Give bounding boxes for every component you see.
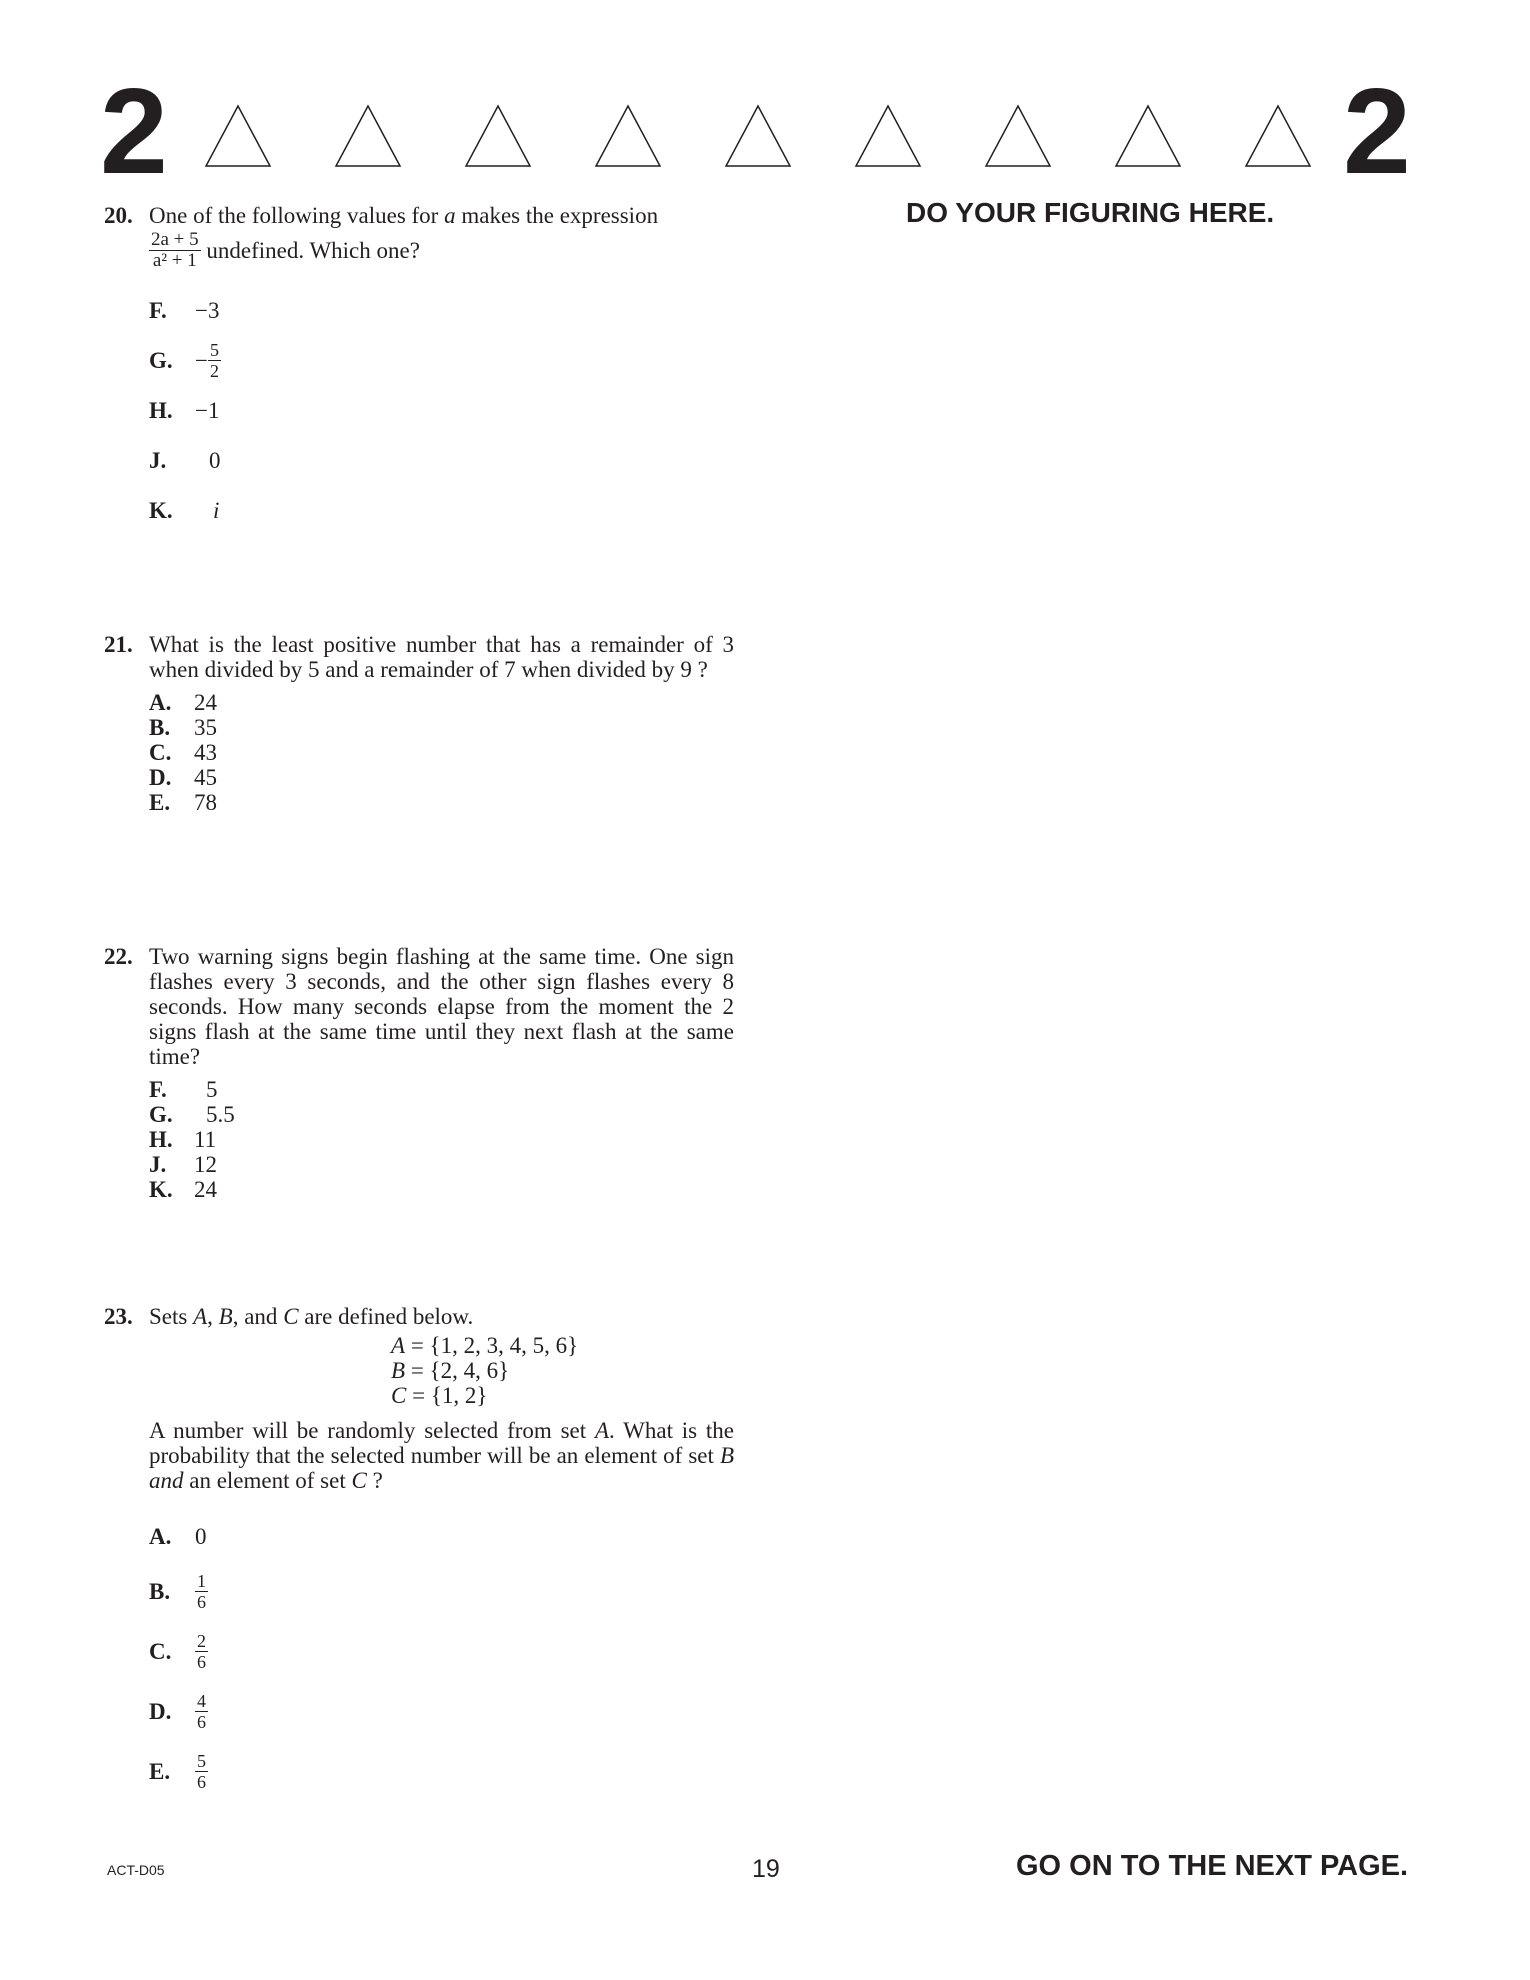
set-elements: = {1, 2, 3, 4, 5, 6}	[405, 1333, 579, 1358]
answer-choices	[149, 1077, 734, 1202]
question-20	[104, 203, 734, 535]
stem-text: One of the following values for	[149, 203, 445, 228]
question-22	[104, 944, 734, 1202]
choice-label: H.	[149, 1127, 173, 1152]
answer-choice[interactable]	[149, 690, 734, 715]
choice-value: −	[195, 347, 208, 373]
choice-value: i	[213, 497, 220, 523]
choice-value: 35	[194, 715, 217, 740]
choice-value: 24	[194, 1177, 217, 1202]
question-21	[104, 632, 734, 815]
choice-label: A.	[149, 690, 172, 715]
question-stem	[149, 1418, 734, 1493]
set-name: C	[283, 1304, 299, 1329]
set-name: A	[594, 1418, 610, 1443]
fraction-numerator: 2	[197, 1630, 206, 1651]
set-name: C	[351, 1468, 367, 1493]
figuring-note: DO YOUR FIGURING HERE.	[906, 197, 1275, 228]
stem-text: Sets	[149, 1304, 194, 1329]
choice-label: B.	[149, 715, 171, 740]
choice-label: B.	[149, 1578, 171, 1604]
question-stem: What is the least positive number that has a remainder of 3 when divided by 5 and a remainder of 7 when divided by 9 ?	[149, 632, 734, 682]
fraction-denominator: 6	[197, 1711, 206, 1732]
answer-choice[interactable]	[149, 1561, 734, 1621]
stem-text: undefined. Which one?	[206, 238, 420, 263]
answer-choice[interactable]	[149, 1152, 734, 1177]
stem-variable: a	[444, 203, 456, 228]
answer-choices	[149, 690, 734, 815]
choice-label: A.	[149, 1523, 172, 1549]
set-elements: = {2, 4, 6}	[405, 1358, 510, 1383]
set-name: C	[391, 1383, 407, 1408]
answer-choice[interactable]	[149, 790, 734, 815]
triangle-icon	[464, 104, 532, 168]
choice-label: G.	[149, 1102, 173, 1127]
choice-label: E.	[149, 1758, 171, 1784]
triangle-icon	[984, 104, 1052, 168]
fraction-numerator: 4	[197, 1690, 206, 1711]
next-page-note: GO ON TO THE NEXT PAGE.	[1016, 1850, 1409, 1882]
answer-choice[interactable]	[149, 485, 734, 535]
question-number: 21.	[104, 632, 133, 657]
set-name: B	[218, 1304, 233, 1329]
fraction-denominator: 6	[197, 1591, 206, 1612]
stem-text: ?	[366, 1468, 383, 1493]
choice-fraction	[195, 1571, 208, 1612]
answer-choices	[149, 285, 734, 535]
question-number: 20.	[104, 203, 133, 228]
choice-value: 5.5	[206, 1102, 235, 1127]
fraction-denominator: 6	[197, 1651, 206, 1672]
answer-choice[interactable]	[149, 1741, 734, 1801]
answer-choice[interactable]	[149, 1077, 734, 1102]
fraction-numerator: 1	[197, 1570, 206, 1591]
choice-label: E.	[149, 790, 171, 815]
triangle-divider	[204, 104, 1316, 168]
triangle-icon	[594, 104, 662, 168]
choice-label: C.	[149, 1638, 172, 1664]
set-name: A	[391, 1333, 406, 1358]
question-number: 22.	[104, 944, 133, 969]
fraction-denominator: 2	[209, 360, 219, 381]
stem-text: an element of set	[183, 1468, 352, 1493]
choice-value: 5	[206, 1077, 218, 1102]
answer-choice[interactable]	[149, 1127, 734, 1152]
fraction-numerator: 5	[209, 339, 219, 360]
answer-choice[interactable]	[149, 715, 734, 740]
choice-label: F.	[149, 297, 167, 323]
triangle-icon	[1114, 104, 1182, 168]
set-name: B	[391, 1358, 406, 1383]
choice-label: C.	[149, 740, 172, 765]
answer-choice[interactable]	[149, 1177, 734, 1202]
question-23	[104, 1304, 734, 1801]
choice-label: J.	[149, 447, 167, 473]
answer-choice[interactable]	[149, 1102, 734, 1127]
answer-choice[interactable]	[149, 1511, 734, 1561]
stem-text: A number will be randomly selected from set	[149, 1418, 595, 1443]
fraction-denominator: 6	[197, 1771, 206, 1792]
choice-value: 0	[209, 447, 221, 473]
question-number: 23.	[104, 1304, 133, 1329]
stem-text: are defined below.	[298, 1304, 474, 1329]
choice-value: −3	[195, 297, 220, 323]
choice-value: 24	[194, 690, 217, 715]
answer-choice[interactable]	[149, 385, 734, 435]
question-intro	[149, 1304, 734, 1329]
answer-choice[interactable]	[149, 435, 734, 485]
stem-text: . What is the probability that the selected number will be an element of set	[149, 1418, 734, 1468]
question-stem: Two warning signs begin flashing at the same time. One sign flashes every 3 seconds, and the other sign flashes every 8 seconds. How many seconds elapse from the moment the 2 signs flash at the same time until they next flash at the same time?	[149, 944, 734, 1069]
question-stem	[149, 203, 734, 271]
stem-emphasis: and	[149, 1468, 184, 1493]
triangle-icon	[334, 104, 402, 168]
choice-label: K.	[149, 497, 173, 523]
choice-label: F.	[149, 1077, 167, 1102]
set-definition	[391, 1383, 734, 1408]
set-elements: = {1, 2}	[406, 1383, 488, 1408]
choice-value: 43	[194, 740, 217, 765]
page-number: 19	[752, 1855, 780, 1883]
fraction-denominator: a² + 1	[152, 250, 197, 271]
choice-fraction	[195, 1631, 208, 1672]
form-code: ACT-D05	[107, 1862, 165, 1878]
stem-text: ,	[207, 1304, 219, 1329]
expression-fraction	[149, 230, 201, 271]
set-definition	[391, 1333, 734, 1358]
choice-label: J.	[149, 1152, 167, 1177]
triangle-icon	[724, 104, 792, 168]
section-number-right: 2	[1343, 63, 1411, 199]
answer-choice[interactable]	[149, 1621, 734, 1681]
answer-choices	[149, 1511, 734, 1801]
triangle-icon	[204, 104, 272, 168]
answer-choice[interactable]	[149, 1681, 734, 1741]
choice-label: D.	[149, 1698, 172, 1724]
choice-label: K.	[149, 1177, 173, 1202]
set-definitions	[391, 1333, 734, 1408]
answer-choice[interactable]	[149, 285, 734, 335]
choice-label: G.	[149, 347, 173, 373]
set-name: B	[719, 1443, 734, 1468]
stem-text: , and	[232, 1304, 284, 1329]
answer-choice[interactable]	[149, 335, 734, 385]
choice-value: 12	[194, 1152, 217, 1177]
choice-value: 0	[195, 1523, 207, 1549]
choice-value: 78	[194, 790, 217, 815]
choice-label: D.	[149, 765, 172, 790]
choice-value: −1	[195, 397, 220, 423]
choice-value: 11	[194, 1127, 217, 1152]
fraction-numerator: 2a + 5	[151, 229, 199, 250]
choice-fraction	[208, 340, 221, 381]
set-definition	[391, 1358, 734, 1383]
triangle-icon	[854, 104, 922, 168]
choice-fraction	[195, 1691, 208, 1732]
answer-choice[interactable]	[149, 765, 734, 790]
answer-choice[interactable]	[149, 740, 734, 765]
choice-value: 45	[194, 765, 217, 790]
section-number-left: 2	[100, 63, 168, 199]
set-name: A	[193, 1304, 208, 1329]
triangle-icon	[1244, 104, 1312, 168]
choice-fraction	[195, 1751, 208, 1792]
choice-label: H.	[149, 397, 173, 423]
fraction-numerator: 5	[197, 1750, 206, 1771]
stem-text: makes the expression	[455, 203, 659, 228]
